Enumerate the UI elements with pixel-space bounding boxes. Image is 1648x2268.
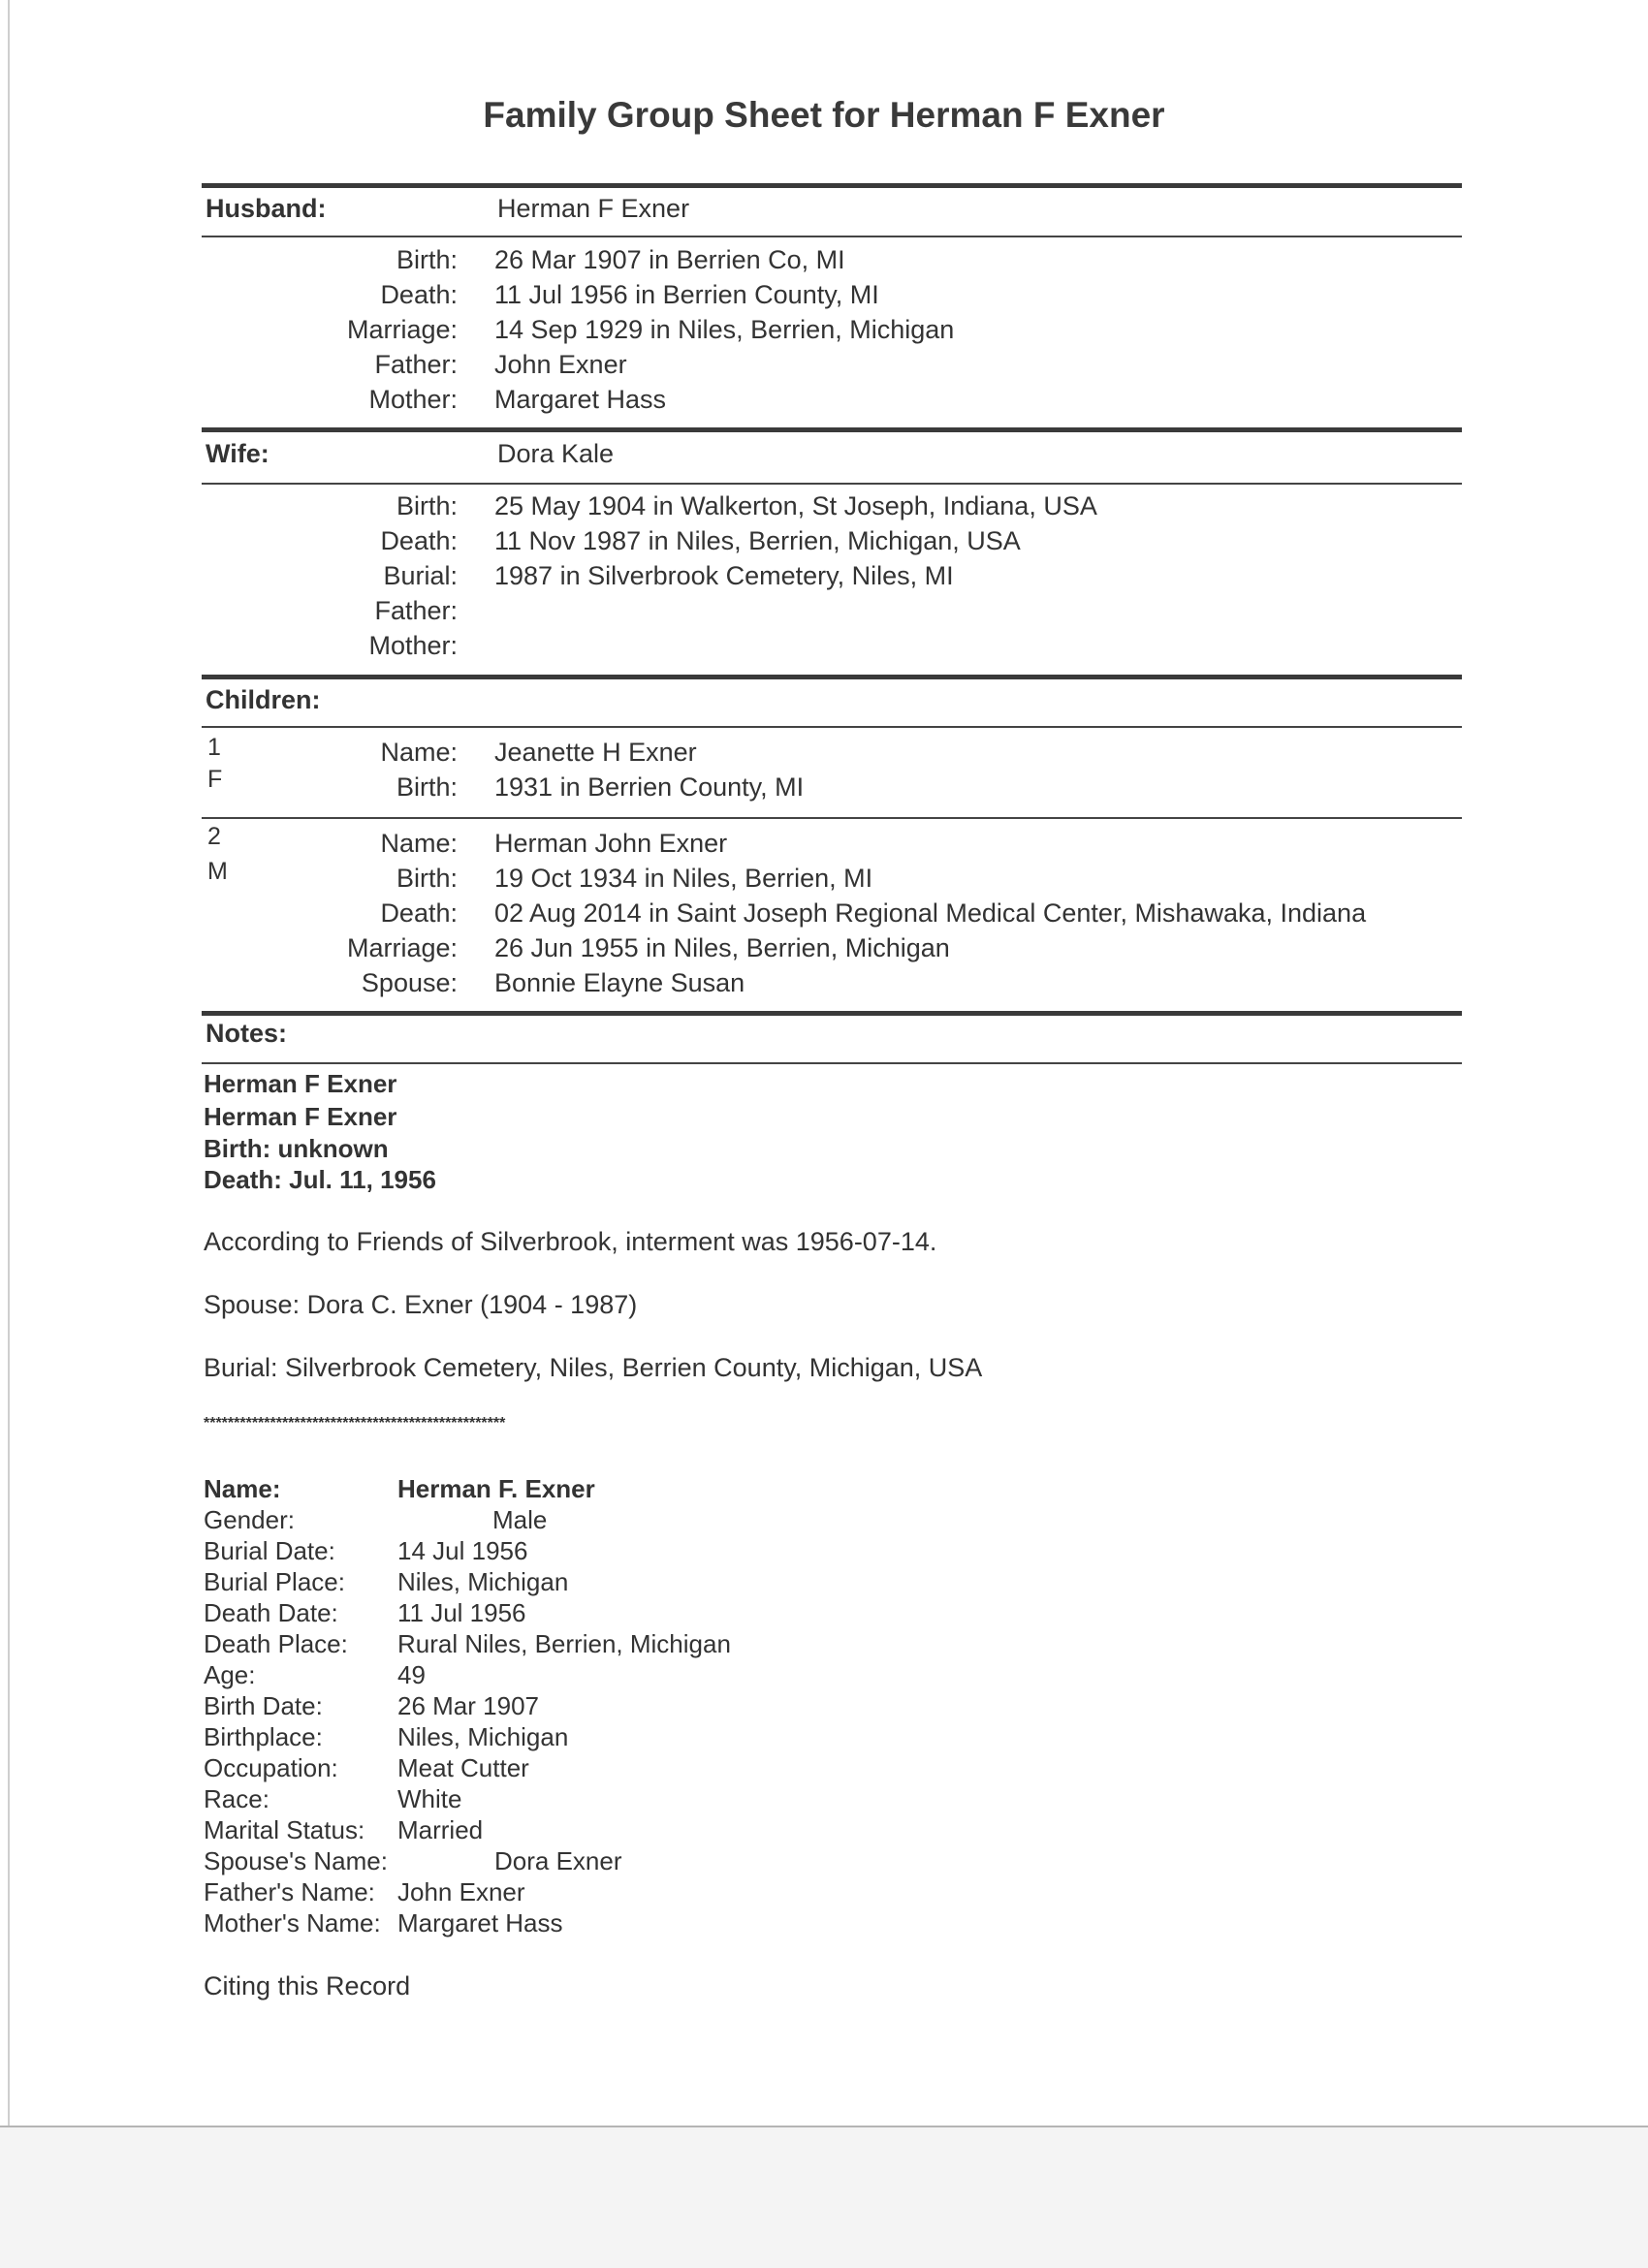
husband-birth-value: 26 Mar 1907 in Berrien Co, MI: [494, 245, 845, 274]
husband-divider: [202, 236, 1462, 237]
husband-top-rule: [202, 183, 1462, 188]
record-age-label: Age:: [204, 1660, 256, 1689]
wife-label: Wife:: [206, 439, 269, 468]
record-burial-place-label: Burial Place:: [204, 1567, 345, 1596]
children-label: Children:: [206, 685, 321, 714]
child-1-sex: F: [207, 766, 223, 793]
child-2-birth-label: Birth:: [396, 864, 458, 893]
record-gender-value: Male: [492, 1505, 548, 1534]
child-1-birth-value: 1931 in Berrien County, MI: [494, 772, 805, 802]
record-age-value: 49: [397, 1660, 426, 1689]
child-2-spouse-label: Spouse:: [361, 968, 458, 997]
notes-paragraph-1: According to Friends of Silverbrook, interment was 1956-07-14.: [204, 1227, 937, 1256]
child-2-spouse-value: Bonnie Elayne Susan: [494, 968, 745, 997]
record-race-value: White: [397, 1784, 462, 1813]
page-title: Family Group Sheet for Herman F Exner: [483, 95, 1165, 135]
record-father-name-label: Father's Name:: [204, 1877, 375, 1906]
wife-father-label: Father:: [374, 596, 458, 625]
wife-mother-label: Mother:: [368, 631, 458, 660]
children-top-rule: [202, 675, 1462, 679]
record-mother-name-value: Margaret Hass: [397, 1908, 563, 1937]
record-occupation-value: Meat Cutter: [397, 1753, 529, 1782]
record-mother-name-label: Mother's Name:: [204, 1908, 381, 1937]
wife-burial-value: 1987 in Silverbrook Cemetery, Niles, MI: [494, 561, 954, 590]
husband-marriage-label: Marriage:: [346, 315, 458, 344]
record-occupation-label: Occupation:: [204, 1753, 338, 1782]
husband-mother-value: Margaret Hass: [494, 385, 667, 414]
child-1-number: 1: [207, 734, 221, 761]
child-2-number: 2: [207, 823, 221, 850]
record-race-label: Race:: [204, 1784, 269, 1813]
notes-bold-line-1: Herman F Exner: [204, 1069, 397, 1098]
record-birthplace-label: Birthplace:: [204, 1722, 323, 1751]
scan-bottom-edge: [0, 2126, 1648, 2268]
record-death-place-value: Rural Niles, Berrien, Michigan: [397, 1629, 731, 1658]
record-birthplace-value: Niles, Michigan: [397, 1722, 569, 1751]
children-divider: [202, 726, 1462, 728]
wife-top-rule: [202, 427, 1462, 432]
notes-top-rule: [202, 1011, 1462, 1016]
notes-label: Notes:: [206, 1019, 288, 1048]
notes-paragraph-3: Burial: Silverbrook Cemetery, Niles, Berrien County, Michigan, USA: [204, 1353, 983, 1382]
husband-birth-label: Birth:: [396, 245, 458, 274]
record-burial-place-value: Niles, Michigan: [397, 1567, 569, 1596]
citing-record-link[interactable]: Citing this Record: [204, 1971, 411, 2000]
husband-marriage-value: 14 Sep 1929 in Niles, Berrien, Michigan: [494, 315, 955, 344]
husband-mother-label: Mother:: [368, 385, 458, 414]
child-1-birth-label: Birth:: [396, 772, 458, 802]
child-2-name-value: Herman John Exner: [494, 829, 728, 858]
child-2-death-label: Death:: [380, 898, 458, 928]
child-1-name-label: Name:: [380, 738, 458, 767]
record-spouse-name-value: Dora Exner: [494, 1846, 622, 1875]
child-1-name-value: Jeanette H Exner: [494, 738, 697, 767]
child-2-sex: M: [207, 858, 228, 885]
wife-burial-label: Burial:: [383, 561, 458, 590]
notes-separator: **************************************************: [204, 1415, 506, 1432]
husband-label: Husband:: [206, 194, 327, 223]
record-father-name-value: John Exner: [397, 1877, 525, 1906]
record-marital-status-value: Married: [397, 1815, 484, 1844]
husband-name: Herman F Exner: [497, 194, 690, 223]
record-marital-status-label: Marital Status:: [204, 1815, 365, 1844]
record-death-date-label: Death Date:: [204, 1598, 338, 1627]
notes-bold-line-3: Birth: unknown: [204, 1134, 389, 1163]
wife-birth-value: 25 May 1904 in Walkerton, St Joseph, Indiana, USA: [494, 491, 1097, 520]
husband-death-value: 11 Jul 1956 in Berrien County, MI: [494, 280, 879, 309]
child-1-divider: [202, 817, 1462, 819]
record-burial-date-label: Burial Date:: [204, 1536, 335, 1565]
record-name-value: Herman F. Exner: [397, 1474, 595, 1503]
notes-paragraph-2: Spouse: Dora C. Exner (1904 - 1987): [204, 1290, 638, 1319]
notes-divider: [202, 1062, 1462, 1064]
record-gender-label: Gender:: [204, 1505, 295, 1534]
record-death-place-label: Death Place:: [204, 1629, 348, 1658]
record-birth-date-label: Birth Date:: [204, 1691, 323, 1720]
notes-bold-line-2: Herman F Exner: [204, 1102, 397, 1131]
husband-father-label: Father:: [374, 350, 458, 379]
record-birth-date-value: 26 Mar 1907: [397, 1691, 539, 1720]
record-burial-date-value: 14 Jul 1956: [397, 1536, 528, 1565]
wife-birth-label: Birth:: [396, 491, 458, 520]
record-name-label: Name:: [204, 1474, 281, 1503]
wife-death-label: Death:: [380, 526, 458, 555]
child-2-death-value: 02 Aug 2014 in Saint Joseph Regional Medical Center, Mishawaka, Indiana: [494, 898, 1367, 928]
wife-death-value: 11 Nov 1987 in Niles, Berrien, Michigan, USA: [494, 526, 1021, 555]
record-spouse-name-label: Spouse's Name:: [204, 1846, 388, 1875]
record-death-date-value: 11 Jul 1956: [397, 1598, 526, 1627]
child-2-birth-value: 19 Oct 1934 in Niles, Berrien, MI: [494, 864, 873, 893]
wife-divider: [202, 483, 1462, 485]
child-2-name-label: Name:: [380, 829, 458, 858]
husband-father-value: John Exner: [494, 350, 627, 379]
notes-bold-line-4: Death: Jul. 11, 1956: [204, 1165, 436, 1194]
child-2-marriage-value: 26 Jun 1955 in Niles, Berrien, Michigan: [494, 933, 950, 962]
child-2-marriage-label: Marriage:: [346, 933, 458, 962]
wife-name: Dora Kale: [497, 439, 615, 468]
husband-death-label: Death:: [380, 280, 458, 309]
